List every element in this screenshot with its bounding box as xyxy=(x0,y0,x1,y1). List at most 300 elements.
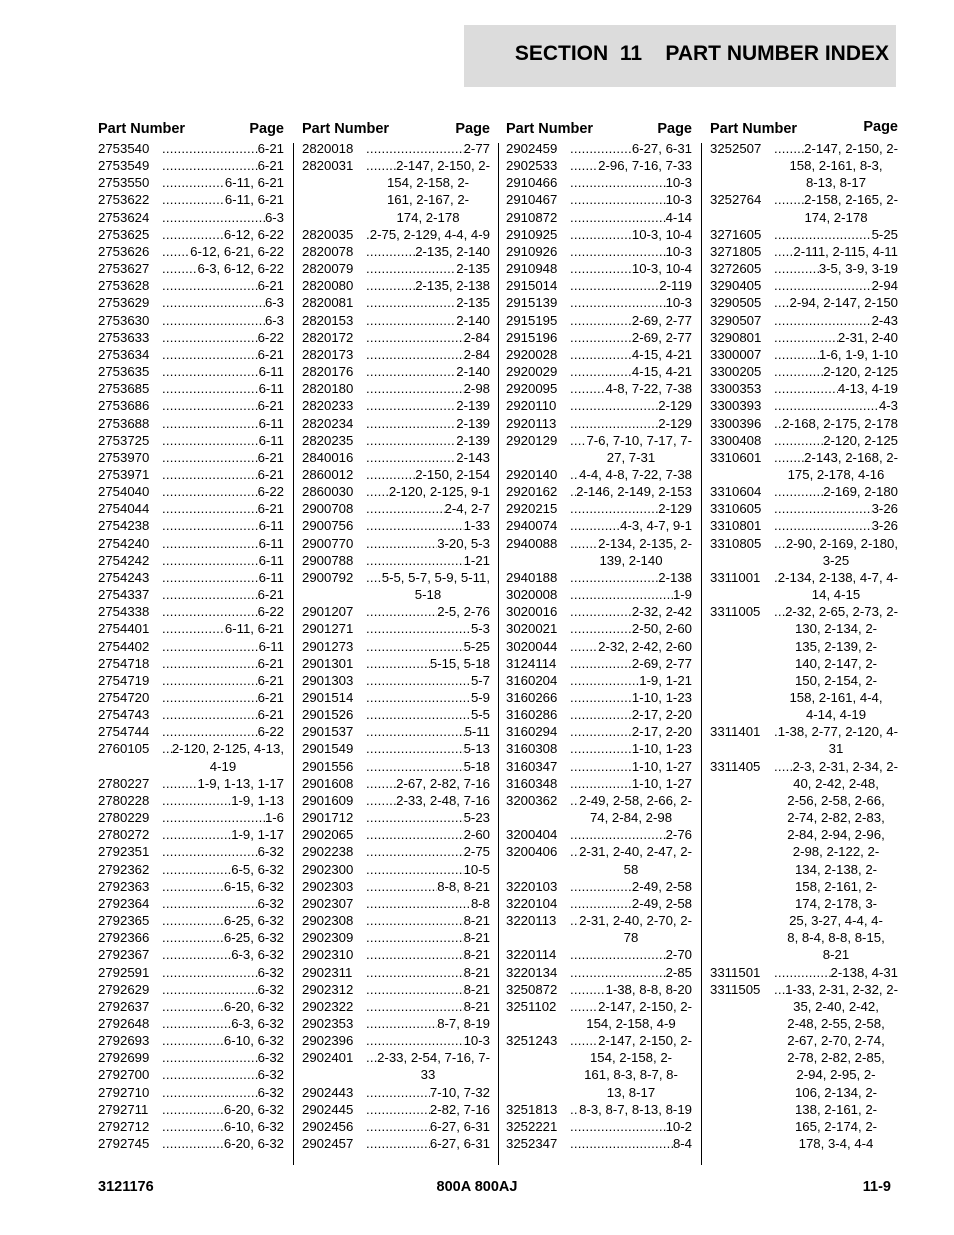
page-value: 8-3, 8-7, 8-13, 8-19 xyxy=(579,1101,692,1117)
page-value: 2-120, 2-125, 4-13, xyxy=(171,741,284,757)
page-references xyxy=(162,809,284,826)
page-references xyxy=(366,466,490,483)
part-number: 2754743 xyxy=(98,707,150,723)
page-references xyxy=(162,363,284,380)
page-line-continued xyxy=(774,1135,898,1152)
dot-leader xyxy=(366,449,456,466)
part-number: 3220103 xyxy=(506,878,558,894)
dot-leader xyxy=(162,1118,224,1135)
dot-leader xyxy=(366,946,464,963)
part-number: 2792745 xyxy=(98,1136,150,1152)
page-value: 2-78, 2-82, 2-85, xyxy=(787,1050,885,1066)
page-value: 174, 2-178, 3- xyxy=(794,895,878,911)
page-value: 2-32, 2-42, 2-60 xyxy=(598,638,692,654)
part-number: 3160308 xyxy=(506,741,558,757)
page-references xyxy=(774,329,898,346)
part-number: 2754238 xyxy=(98,518,150,534)
page-line xyxy=(366,346,490,363)
page-line xyxy=(570,586,692,603)
part-number: 2792699 xyxy=(98,1050,150,1066)
page-value: 2-49, 2-58 xyxy=(631,895,692,911)
page-references xyxy=(774,500,898,517)
page-references xyxy=(162,312,284,329)
page-line xyxy=(570,672,692,689)
page-value: 6-11 xyxy=(258,638,284,654)
page-line xyxy=(570,912,692,929)
index-entry xyxy=(302,329,490,346)
page-value: 2-77 xyxy=(463,141,490,156)
index-entry xyxy=(98,775,284,792)
page-references xyxy=(162,209,284,226)
page-value: 2-85 xyxy=(665,964,692,980)
index-entry xyxy=(302,1135,490,1152)
page-references xyxy=(570,723,692,740)
dot-leader xyxy=(162,672,258,689)
page-value: 6-25, 6-32 xyxy=(223,930,284,946)
part-number: 2915139 xyxy=(506,295,558,311)
page-references xyxy=(366,929,490,946)
page-references xyxy=(366,775,490,792)
dot-leader xyxy=(570,878,632,895)
dot-leader xyxy=(162,535,259,552)
index-entry xyxy=(98,397,284,414)
page-line xyxy=(366,312,490,329)
dot-leader xyxy=(162,294,265,311)
page-references xyxy=(774,380,898,397)
page-references xyxy=(162,981,284,998)
index-entry xyxy=(302,1049,490,1083)
page-line-continued xyxy=(774,912,898,929)
dot-leader xyxy=(570,655,632,672)
dot-leader xyxy=(366,689,471,706)
page-line xyxy=(162,1049,284,1066)
page-line xyxy=(570,500,692,517)
page-value: 6-21 xyxy=(257,158,284,174)
page-references xyxy=(774,397,898,414)
page-references xyxy=(570,483,692,500)
part-number: 2754719 xyxy=(98,672,150,688)
page-references xyxy=(570,397,692,414)
dot-leader xyxy=(366,878,437,895)
part-number: 2902309 xyxy=(302,930,354,946)
dot-leader xyxy=(366,929,464,946)
page-value: 2-140 xyxy=(456,312,490,328)
dot-leader xyxy=(366,758,464,775)
page-line xyxy=(162,277,284,294)
entry-list xyxy=(506,140,692,1152)
part-number: 2754240 xyxy=(98,535,150,551)
page-value: 6-21 xyxy=(257,672,284,688)
page-value: 1-33 xyxy=(463,518,490,534)
page-line xyxy=(162,140,284,157)
index-entry xyxy=(302,998,490,1015)
dot-leader xyxy=(162,912,224,929)
page-value: 5-18 xyxy=(463,758,490,774)
page-line xyxy=(570,191,692,208)
page-line xyxy=(162,912,284,929)
part-number: 2753971 xyxy=(98,466,150,482)
index-entry xyxy=(98,740,284,774)
page-value: 5-9 xyxy=(470,690,490,705)
part-number: 2901608 xyxy=(302,775,354,791)
dot-leader xyxy=(570,260,632,277)
page-references xyxy=(366,981,490,998)
page-references xyxy=(570,312,692,329)
page-line xyxy=(570,363,692,380)
page-value: 8-21 xyxy=(463,998,490,1014)
page-value: 138, 2-161, 2- xyxy=(794,1101,878,1117)
index-entry xyxy=(506,998,692,1032)
index-entry xyxy=(98,1101,284,1118)
index-entry xyxy=(506,1032,692,1101)
dot-leader xyxy=(570,432,586,449)
dot-leader xyxy=(366,535,437,552)
page-references xyxy=(366,655,490,672)
part-number: 3290505 xyxy=(710,295,762,311)
part-number: 2901609 xyxy=(302,792,354,808)
page-line xyxy=(774,260,898,277)
dot-leader xyxy=(162,243,190,260)
dot-leader xyxy=(774,415,782,432)
page-line xyxy=(366,981,490,998)
part-number: 2780227 xyxy=(98,775,150,791)
dot-leader xyxy=(366,843,464,860)
part-number: 2901712 xyxy=(302,810,354,826)
page-references xyxy=(162,157,284,174)
part-number: 3160294 xyxy=(506,724,558,740)
page-references xyxy=(774,277,898,294)
page-line xyxy=(366,964,490,981)
dot-leader xyxy=(570,209,666,226)
page-line xyxy=(570,740,692,757)
page-line xyxy=(162,397,284,414)
page-references xyxy=(366,689,490,706)
page-references xyxy=(774,346,898,363)
page-references xyxy=(162,672,284,689)
page-line-continued xyxy=(366,209,490,226)
page-references xyxy=(570,792,692,826)
dot-leader xyxy=(570,312,632,329)
page-references xyxy=(570,346,692,363)
dot-leader xyxy=(162,277,258,294)
page-references xyxy=(774,294,898,311)
part-number: 2902459 xyxy=(506,141,558,156)
page-references xyxy=(774,432,898,449)
page-line xyxy=(366,878,490,895)
page-references xyxy=(774,260,898,277)
index-entry xyxy=(98,226,284,243)
page-line xyxy=(366,826,490,843)
page-value: 25, 3-27, 4-4, 4- xyxy=(789,913,883,929)
page-references xyxy=(366,1084,490,1101)
page-value: 6-21 xyxy=(257,398,284,414)
page-value: 2-3, 2-31, 2-34, 2- xyxy=(792,758,898,774)
page-line xyxy=(774,294,898,311)
page-value: 2-140 xyxy=(456,364,490,380)
index-entry xyxy=(506,517,692,534)
page-line xyxy=(162,312,284,329)
page-line xyxy=(162,638,284,655)
page-references xyxy=(162,586,284,603)
page-line-continued xyxy=(774,655,898,672)
part-number: 2754243 xyxy=(98,569,150,585)
part-number: 2792367 xyxy=(98,947,150,963)
part-number: 2902401 xyxy=(302,1050,354,1066)
dot-leader xyxy=(366,1049,377,1066)
dot-leader xyxy=(570,535,598,552)
page-value: 174, 2-178 xyxy=(396,209,460,225)
index-entry xyxy=(98,483,284,500)
page-value: 10-3 xyxy=(463,1033,490,1049)
page-line xyxy=(774,981,898,998)
page-value: 2-17, 2-20 xyxy=(631,724,692,740)
page-line xyxy=(366,912,490,929)
index-entry xyxy=(506,638,692,655)
page-references xyxy=(774,140,898,191)
page-line xyxy=(162,775,284,792)
page-value: 74, 2-84, 2-98 xyxy=(589,810,673,826)
page-references xyxy=(162,500,284,517)
index-entry xyxy=(506,157,692,174)
dot-leader xyxy=(570,758,632,775)
part-number: 2902065 xyxy=(302,827,354,843)
index-entry xyxy=(506,706,692,723)
index-entry xyxy=(302,843,490,860)
page-value: 6-21 xyxy=(257,587,284,603)
dot-leader xyxy=(366,483,389,500)
page-value: 7-10, 7-32 xyxy=(429,1084,490,1100)
page-references xyxy=(366,809,490,826)
page-line xyxy=(162,380,284,397)
dot-leader xyxy=(366,432,456,449)
page-line xyxy=(366,1084,490,1101)
page-line-continued xyxy=(774,740,898,757)
page-value: 8-8 xyxy=(470,895,490,911)
part-number: 3200404 xyxy=(506,827,558,843)
page-value: 2-147, 2-150, 2- xyxy=(804,141,898,156)
part-number: 3271605 xyxy=(710,226,762,242)
dot-leader xyxy=(570,329,632,346)
index-entry xyxy=(710,981,898,1153)
entry-list xyxy=(302,140,490,1152)
page-references xyxy=(162,1049,284,1066)
page-line xyxy=(570,397,692,414)
index-entry xyxy=(710,569,898,603)
page-value: 2-94, 2-147, 2-150 xyxy=(789,295,898,311)
page-references xyxy=(162,294,284,311)
page-line xyxy=(162,998,284,1015)
page-value: 2-31, 2-40 xyxy=(837,329,898,345)
part-number: 2920113 xyxy=(506,415,557,431)
part-number: 3290507 xyxy=(710,312,762,328)
dot-leader xyxy=(570,1135,673,1152)
dot-leader xyxy=(366,603,437,620)
part-number: 2820233 xyxy=(302,398,354,414)
index-entry xyxy=(710,260,898,277)
page-line xyxy=(162,981,284,998)
page-line xyxy=(774,415,898,432)
page-line xyxy=(162,449,284,466)
part-number: 2754720 xyxy=(98,690,150,705)
page-references xyxy=(774,449,898,483)
dot-leader xyxy=(366,620,471,637)
page-references xyxy=(162,998,284,1015)
page-line xyxy=(366,140,490,157)
dot-leader xyxy=(162,620,225,637)
page-value: 5-25 xyxy=(463,638,490,654)
page-references xyxy=(366,638,490,655)
page-value: 2-146, 2-149, 2-153 xyxy=(576,484,692,500)
page-line xyxy=(774,535,898,552)
page-value: 134, 2-138, 2- xyxy=(794,861,878,877)
part-number: 2860030 xyxy=(302,484,354,500)
page-value: 4-3, 4-7, 9-1 xyxy=(620,518,692,534)
page-line xyxy=(570,638,692,655)
part-number: 2820176 xyxy=(302,364,354,380)
page-line-continued xyxy=(570,449,692,466)
page-references xyxy=(162,1015,284,1032)
index-entry xyxy=(506,758,692,775)
page-references xyxy=(366,329,490,346)
page-line xyxy=(570,243,692,260)
page-line xyxy=(366,723,490,740)
part-number: 2754402 xyxy=(98,638,150,654)
page-references xyxy=(570,946,692,963)
page-references xyxy=(774,517,898,534)
part-number: 2901273 xyxy=(302,638,354,654)
page-references xyxy=(570,672,692,689)
page-value: 6-32 xyxy=(257,895,284,911)
part-number: 2792693 xyxy=(98,1033,150,1049)
page-references xyxy=(162,552,284,569)
dot-leader xyxy=(774,380,838,397)
page-value: 2-43 xyxy=(871,312,898,328)
part-number: 2792710 xyxy=(98,1084,150,1100)
page-line xyxy=(570,294,692,311)
page-value: 2-96, 7-16, 7-33 xyxy=(598,158,692,174)
part-number: 3310605 xyxy=(710,501,762,517)
page-value: 6-22 xyxy=(257,724,284,740)
part-number: 2754744 xyxy=(98,724,150,740)
part-number: 2910926 xyxy=(506,243,558,259)
index-entry xyxy=(98,655,284,672)
page-line xyxy=(366,1032,490,1049)
page-value: 10-3 xyxy=(665,243,692,259)
index-entry xyxy=(98,603,284,620)
page-line-continued xyxy=(774,1066,898,1083)
index-entry xyxy=(506,689,692,706)
page-value: 58 xyxy=(623,861,639,877)
dot-leader xyxy=(162,226,224,243)
dot-leader xyxy=(570,466,579,483)
page-line xyxy=(366,500,490,517)
index-entry xyxy=(98,209,284,226)
dot-leader xyxy=(366,569,382,586)
page-value: 2-139 xyxy=(456,415,490,431)
page-value: 4-15, 4-21 xyxy=(631,346,692,362)
page-line xyxy=(162,878,284,895)
page-references xyxy=(774,723,898,757)
page-references xyxy=(366,294,490,311)
section-header xyxy=(464,25,896,87)
part-number-heading: Part Number xyxy=(98,121,186,137)
page-line-continued xyxy=(570,1049,692,1066)
page-value: 2-94 xyxy=(871,278,898,294)
dot-leader xyxy=(774,294,789,311)
dot-leader xyxy=(774,483,823,500)
dot-leader xyxy=(366,792,396,809)
page-references xyxy=(570,689,692,706)
part-number: 2792364 xyxy=(98,895,150,911)
page-line-continued xyxy=(570,1084,692,1101)
part-number: 3252347 xyxy=(506,1136,558,1152)
dot-leader xyxy=(366,964,464,981)
page-value: 2-135 xyxy=(456,295,490,311)
part-number: 2792629 xyxy=(98,981,150,997)
page-value: 6-11, 6-21 xyxy=(224,621,284,637)
page-line xyxy=(366,689,490,706)
page-line-continued xyxy=(774,209,898,226)
page-value: 178, 3-4, 4-4 xyxy=(798,1136,874,1152)
part-number: 2792351 xyxy=(98,844,150,860)
index-entry xyxy=(302,449,490,466)
page-references xyxy=(570,758,692,775)
index-entry xyxy=(506,981,692,998)
index-entry xyxy=(98,552,284,569)
page-line xyxy=(366,363,490,380)
page-value: 3-20, 5-3 xyxy=(437,535,490,551)
part-number-heading: Part Number xyxy=(506,121,594,137)
page-value: 1-10, 1-23 xyxy=(631,741,692,757)
page-references xyxy=(774,535,898,569)
dot-leader xyxy=(774,346,819,363)
page-references xyxy=(162,775,284,792)
page-value: 6-11 xyxy=(258,415,284,431)
dot-leader xyxy=(570,397,658,414)
index-entry xyxy=(302,809,490,826)
dot-leader xyxy=(366,809,464,826)
page-value: 6-21 xyxy=(257,655,284,671)
dot-leader xyxy=(162,380,259,397)
page-line xyxy=(774,312,898,329)
page-references xyxy=(570,655,692,672)
page-line xyxy=(162,723,284,740)
page-line xyxy=(162,432,284,449)
page-line xyxy=(162,174,284,191)
page-value: 2-75 xyxy=(463,844,490,860)
part-number: 2792700 xyxy=(98,1067,150,1083)
page-line-continued xyxy=(774,174,898,191)
page-line xyxy=(570,466,692,483)
index-entry xyxy=(98,380,284,397)
page-references xyxy=(366,1015,490,1032)
page-references xyxy=(570,895,692,912)
page-line xyxy=(774,243,898,260)
index-entry xyxy=(302,569,490,603)
page-value: 2-129 xyxy=(658,398,692,414)
part-number: 2900708 xyxy=(302,501,354,517)
index-entry xyxy=(710,500,898,517)
part-number: 3160347 xyxy=(506,758,558,774)
part-number: 2902322 xyxy=(302,998,354,1014)
page-value: 2-84, 2-94, 2-96, xyxy=(787,827,885,843)
index-entry xyxy=(98,878,284,895)
page-line xyxy=(570,981,692,998)
index-entry xyxy=(302,552,490,569)
page-value: 10-5 xyxy=(463,861,490,877)
dot-leader xyxy=(570,912,579,929)
dot-leader xyxy=(570,672,639,689)
